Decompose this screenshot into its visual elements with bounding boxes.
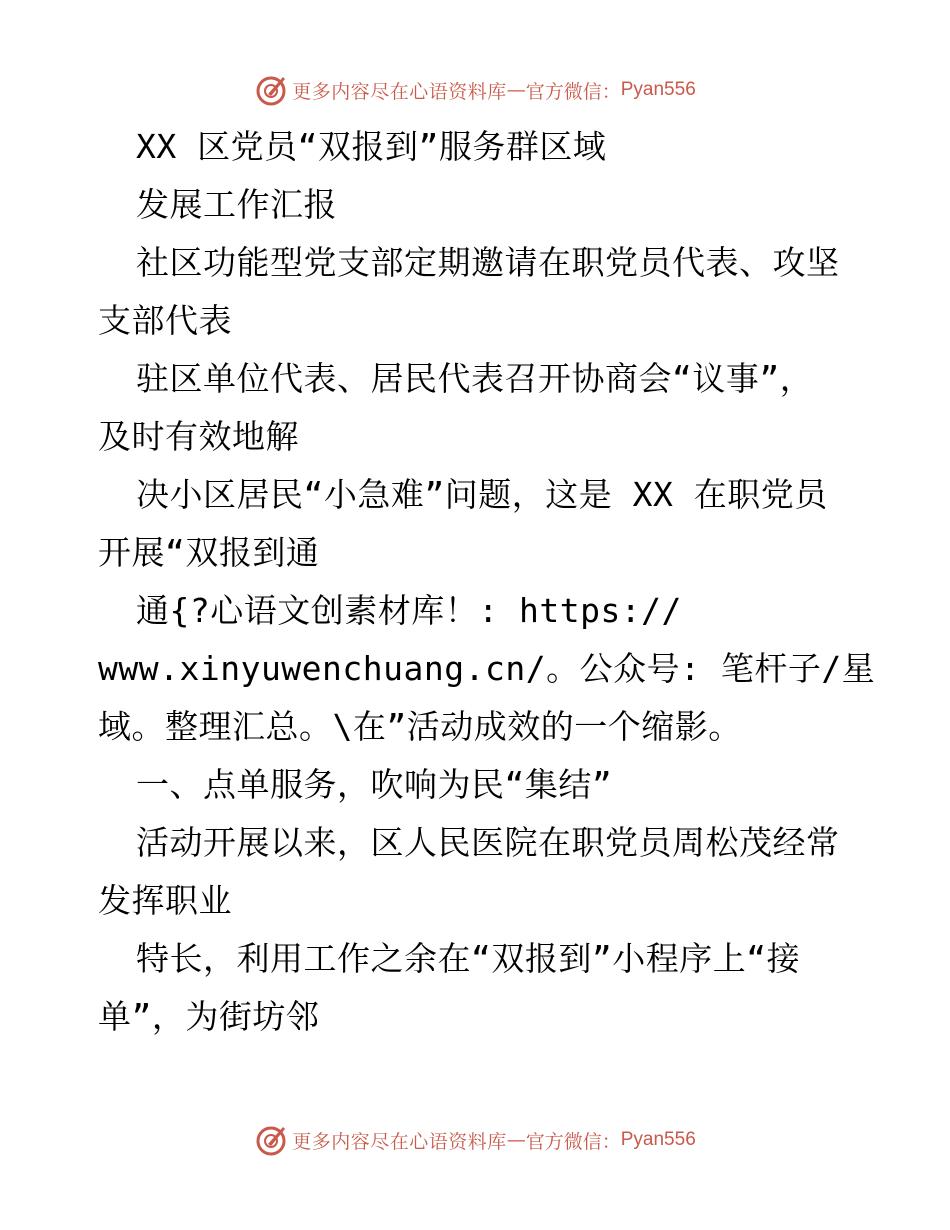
doc-line: 域。整理汇总。\在”活动成效的一个缩影。: [98, 707, 742, 746]
brush-logo-icon: [254, 1123, 288, 1157]
doc-line-section-heading: 一、点单服务，吹响为民“集结”: [136, 765, 613, 804]
doc-line: 开展“双报到通: [98, 533, 320, 572]
header-wechat-handle: Pyan556: [620, 79, 696, 100]
doc-line: 社区功能型党支部定期邀请在职党员代表、攻坚: [136, 243, 840, 282]
doc-line: 发挥职业: [98, 881, 232, 920]
doc-line: 及时有效地解: [98, 417, 299, 456]
header-wechat-label: 官方微信：: [525, 80, 621, 103]
doc-line-title-2: 发展工作汇报: [136, 185, 337, 224]
header-banner-text: 更多内容尽在心语资料库: [292, 80, 507, 103]
doc-line: 通{?心语文创素材库！: https://: [136, 591, 682, 630]
doc-line: www.xinyuwenchuang.cn/。公众号: 笔杆子/星: [98, 649, 876, 688]
footer-banner-separator: —: [506, 1129, 526, 1151]
document-body: [98, 118, 876, 1046]
doc-line-title-1: XX 区党员“双报到”服务群区域: [136, 127, 607, 166]
brush-logo-icon: [254, 73, 288, 107]
doc-line: 单”，为街坊邻: [98, 997, 320, 1036]
doc-line: 特长，利用工作之余在“双报到”小程序上“接: [136, 939, 801, 978]
footer-banner: [0, 1120, 950, 1160]
header-banner-separator: —: [506, 79, 526, 101]
doc-line: 活动开展以来，区人民医院在职党员周松茂经常: [136, 823, 840, 862]
footer-wechat-handle: Pyan556: [620, 1129, 696, 1150]
header-banner: [0, 70, 950, 110]
doc-line: 支部代表: [98, 301, 232, 340]
doc-line: 驻区单位代表、居民代表召开协商会“议事”，: [136, 359, 814, 398]
footer-banner-text: 更多内容尽在心语资料库: [292, 1130, 507, 1153]
doc-line: 决小区居民“小急难”问题，这是 XX 在职党员: [136, 475, 828, 514]
footer-wechat-label: 官方微信：: [525, 1130, 621, 1153]
